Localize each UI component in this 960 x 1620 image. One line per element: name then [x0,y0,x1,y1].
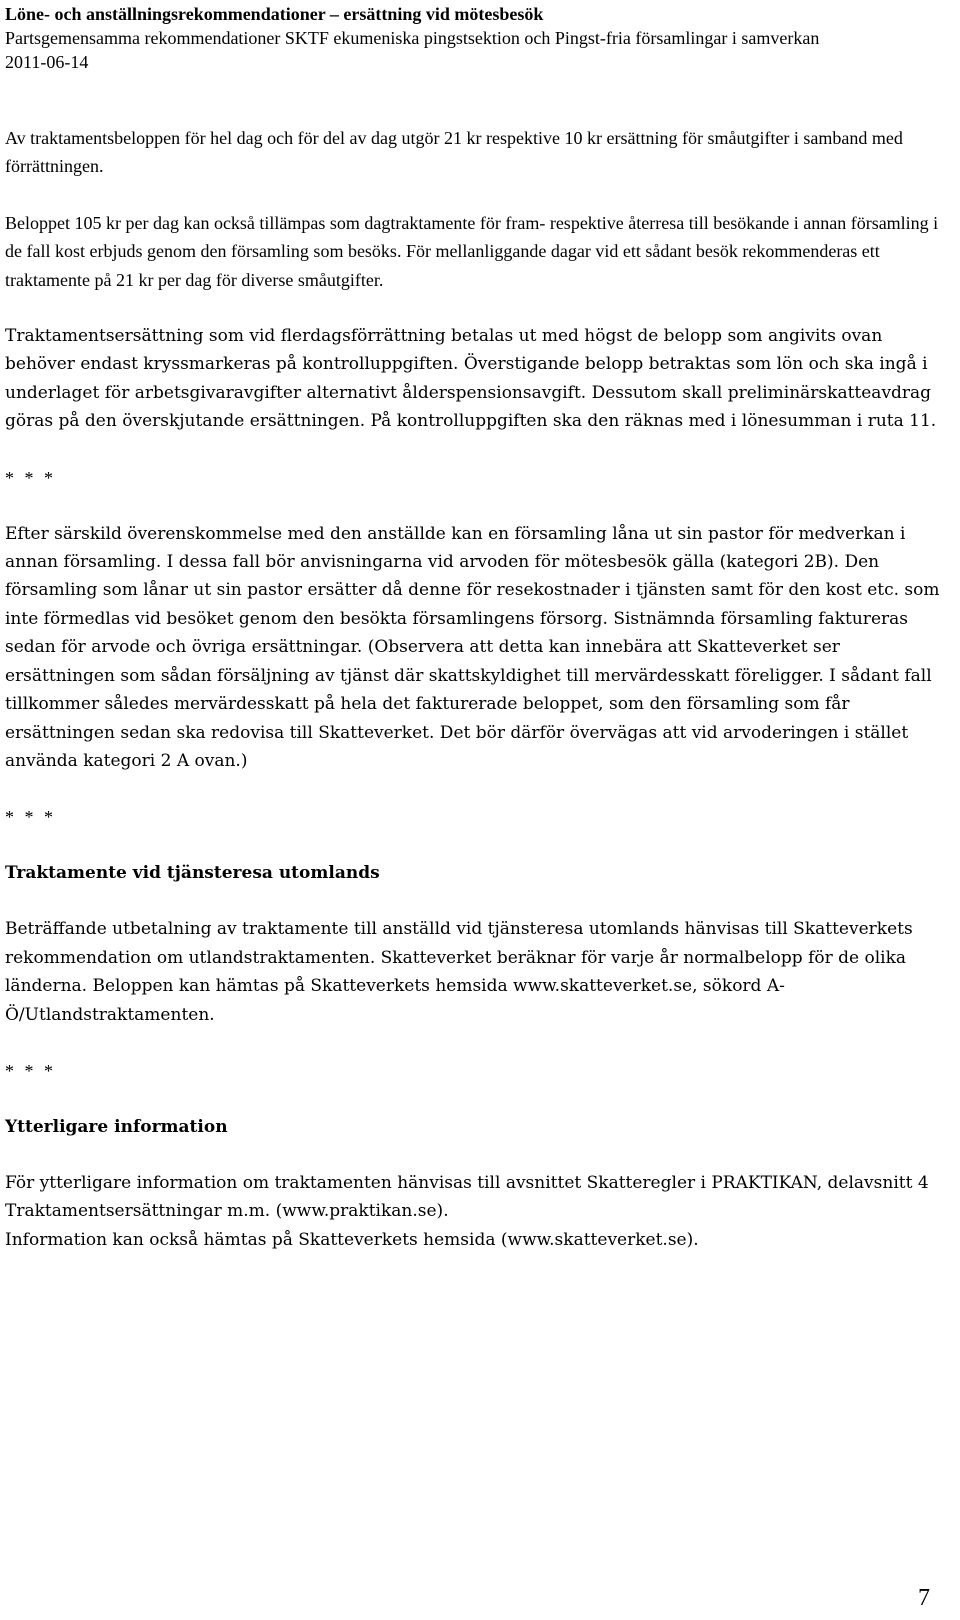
paragraph-praktikan: För ytterligare information om traktamenten hänvisas till avsnittet Skatteregler i PRAKTIKAN, delavsnitt 4 Traktamentsersättningar m.m. (www.praktikan.se). [5,1172,929,1222]
paragraph-utlaning-pastor: Efter särskild överenskommelse med den anställde kan en församling låna ut sin pastor för medverkan i annan församling. I dessa fall bör anvisningarna vid arvoden för mötesbesök gälla (kategori 2B). Den församling som lånar ut sin pastor ersätter då denne för resekostnader i tjänsten samt för den kost etc. som inte förmedlas vid besöket genom den besökta församlingens försorg. Sistnämnda församling faktureras sedan för arvode och övriga ersättningar. (Observera att detta kan innebära att Skatteverket ser ersättningen som sådan försäljning av tjänst där skattskyldighet till mervärdesskatt föreligger. I sådant fall tillkommer således mervärdesskatt på hela det fakturerade beloppet, som den församling som får ersättningen sedan ska redovisa till Skatteverket. Det bör därför övervägas att vid arvoderingen i stället använda kategori 2 A ovan.) [5,523,940,771]
section-heading-ytterligare-information: Ytterligare information [5,1116,228,1137]
section-separator: * * * [5,1060,56,1081]
section-separator: * * * [5,807,56,828]
paragraph-utlandstraktamente: Beträffande utbetalning av traktamente till anställd vid tjänsteresa utomlands hänvisas till Skatteverkets rekommendation om utlandstraktamenten. Skatteverket beräknar för varje år normalbelopp för de olika länderna. Beloppen kan hämtas på Skatteverkets hemsida www.skatteverket.se, sökord A-Ö/Utlandstraktamenten. [5,919,913,1025]
document-date: 2011-06-14 [5,52,89,72]
paragraph-dagtraktamente: Beloppet 105 kr per dag kan också tillämpas som dagtraktamente för fram- respektive återresa till besökande i annan församling i de fall kost erbjuds genom den församling som besöks. För mellanliggande dagar vid ett sådant besök rekommenderas ett traktamente på 21 kr per dag för diverse småutgifter. [5,212,939,290]
document-page [5,0,955,1254]
document-header [5,2,955,74]
section-separator: * * * [5,467,56,488]
page-number: 7 [918,1585,930,1611]
document-title: Löne- och anställningsrekommendationer – ersättning vid mötesbesök [5,4,544,24]
document-subtitle: Partsgemensamma rekommendationer SKTF ekumeniska pingstsektion och Pingst-fria församlingar i samverkan [5,28,820,48]
section-heading-utlandstraktamente: Traktamente vid tjänsteresa utomlands [5,863,380,884]
paragraph-traktamentsersattning: Traktamentsersättning som vid flerdagsförrättning betalas ut med högst de belopp som angivits ovan behöver endast kryssmarkeras på kontrolluppgiften. Överstigande belopp betraktas som lön och ska ingå i underlaget för arbetsgivaravgifter alternativt ålderspensionsavgift. Dessutom skall preliminärskatteavdrag göras på den överskjutande ersättningen. På kontrolluppgiften ska den räknas med i lönesumman i ruta 11. [5,326,937,432]
paragraph-skatteverket-hemsida: Information kan också hämtas på Skatteverkets hemsida (www.skatteverket.se). [5,1229,699,1250]
paragraph-smautgifter: Av traktamentsbeloppen för hel dag och för del av dag utgör 21 kr respektive 10 kr ersättning för småutgifter i samband med förrättningen. [5,128,903,177]
